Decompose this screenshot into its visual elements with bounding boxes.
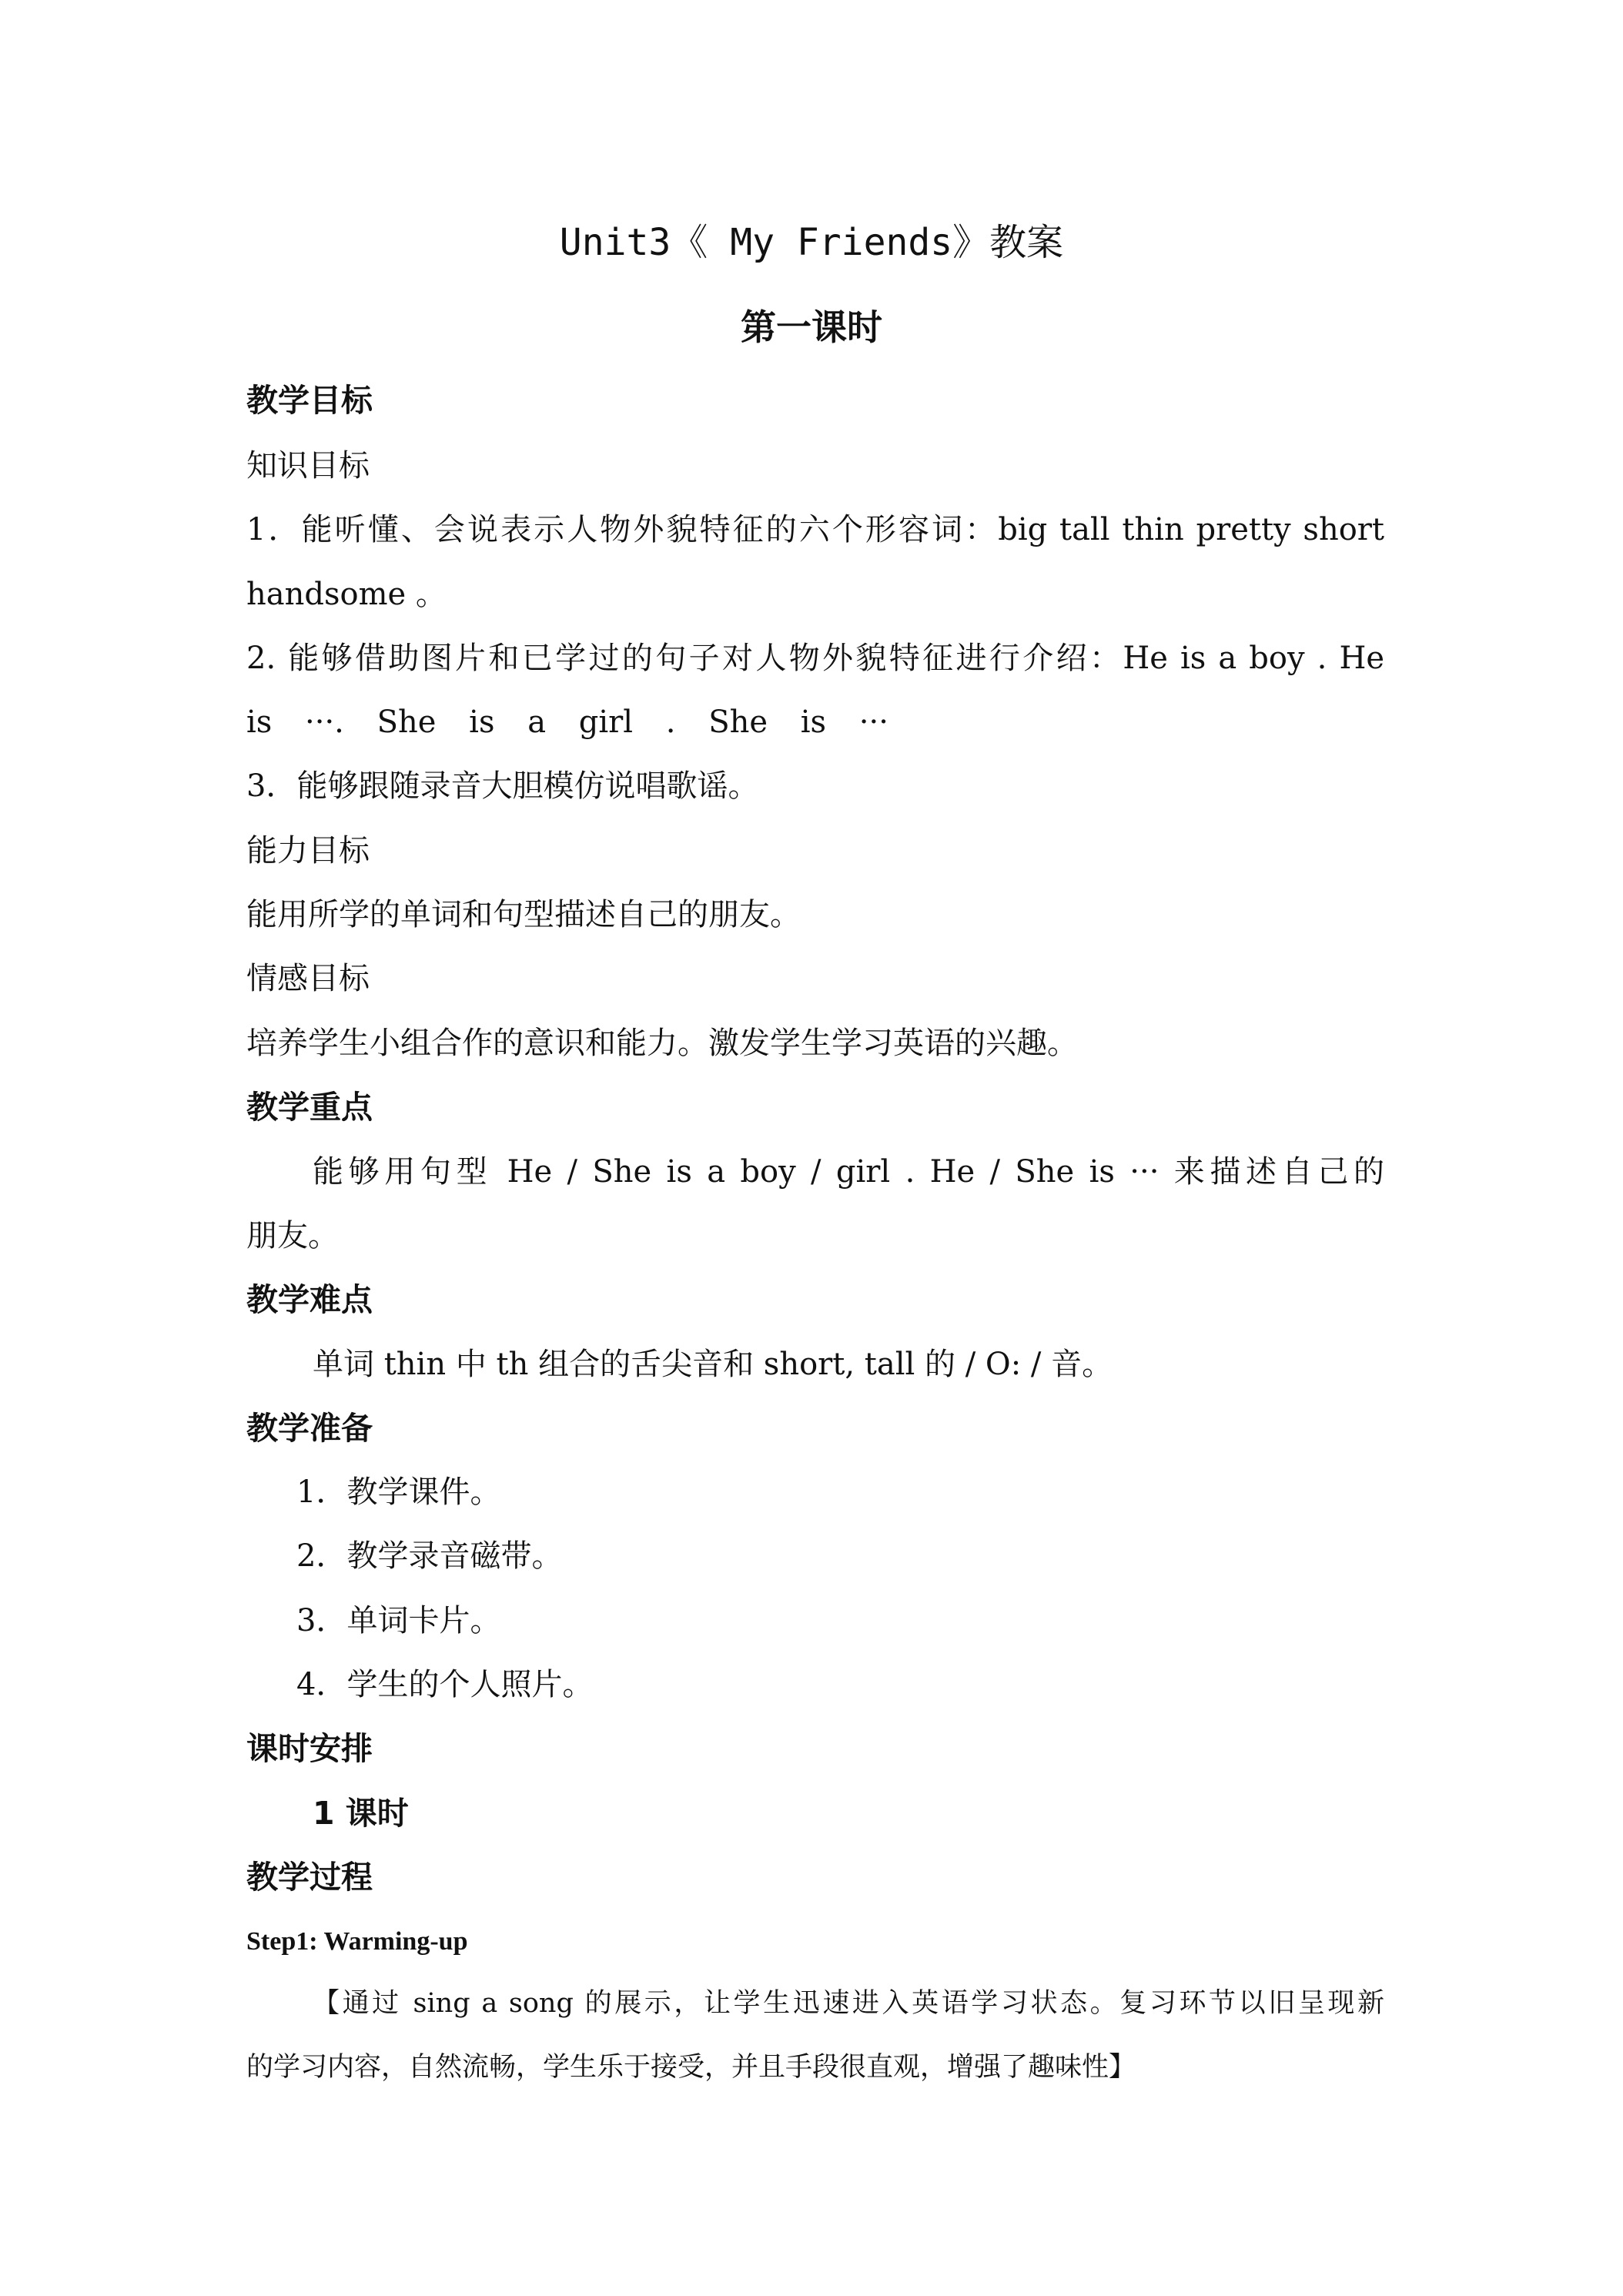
step1-line-1: 【通过 sing a song 的展示，让学生迅速进入英语学习状态。复习环节以旧呈现新 <box>313 1988 1384 2019</box>
knowledge-item-1-line-2: handsome 。 <box>246 577 447 612</box>
step1-heading: Step1: Warming-up <box>246 1927 468 1956</box>
emotion-text: 培养学生小组合作的意识和能力。激发学生学习英语的兴趣。 <box>246 1026 1078 1061</box>
knowledge-item-3: 3．能够跟随录音大胆模仿说唱歌谣。 <box>246 768 759 804</box>
emotion-heading: 情感目标 <box>246 961 370 996</box>
schedule-text: 1 课时 <box>313 1795 409 1832</box>
prep-item-2: 2．教学录音磁带。 <box>296 1538 563 1574</box>
prep-item-3: 3．单词卡片。 <box>296 1603 501 1638</box>
goals-heading: 教学目标 <box>246 382 373 419</box>
knowledge-item-2-line-2: is ···. She is a girl . She is ··· <box>246 705 888 740</box>
focus-heading: 教学重点 <box>246 1089 373 1126</box>
ability-heading: 能力目标 <box>246 833 370 869</box>
focus-line-1: 能够用句型 He / She is a boy / girl . He / She is ··· 来描述自己的 <box>313 1154 1384 1190</box>
step1-line-2: 的学习内容，自然流畅，学生乐于接受，并且手段很直观，增强了趣味性】 <box>246 2052 1136 2083</box>
ability-text: 能用所学的单词和句型描述自己的朋友。 <box>246 897 801 932</box>
prep-heading: 教学准备 <box>246 1410 373 1447</box>
process-heading: 教学过程 <box>246 1859 373 1896</box>
focus-line-2: 朋友。 <box>246 1218 339 1253</box>
schedule-heading: 课时安排 <box>246 1730 373 1767</box>
difficulty-text: 单词 thin 中 th 组合的舌尖音和 short, tall 的 / O: / 音。 <box>313 1347 1113 1382</box>
knowledge-item-2-line-1: 2. 能够借助图片和已学过的句子对人物外貌特征进行介绍：He is a boy . He <box>246 641 1384 676</box>
lesson-subtitle: 第一课时 <box>741 306 882 348</box>
difficulty-heading: 教学难点 <box>246 1281 373 1318</box>
document-title: Unit3《 My Friends》教案 <box>559 221 1064 264</box>
knowledge-heading: 知识目标 <box>246 448 370 484</box>
knowledge-item-1-line-1: 1．能听懂、会说表示人物外貌特征的六个形容词：big tall thin pretty short <box>246 512 1384 547</box>
prep-item-1: 1．教学课件。 <box>296 1474 501 1510</box>
prep-item-4: 4．学生的个人照片。 <box>296 1667 594 1702</box>
